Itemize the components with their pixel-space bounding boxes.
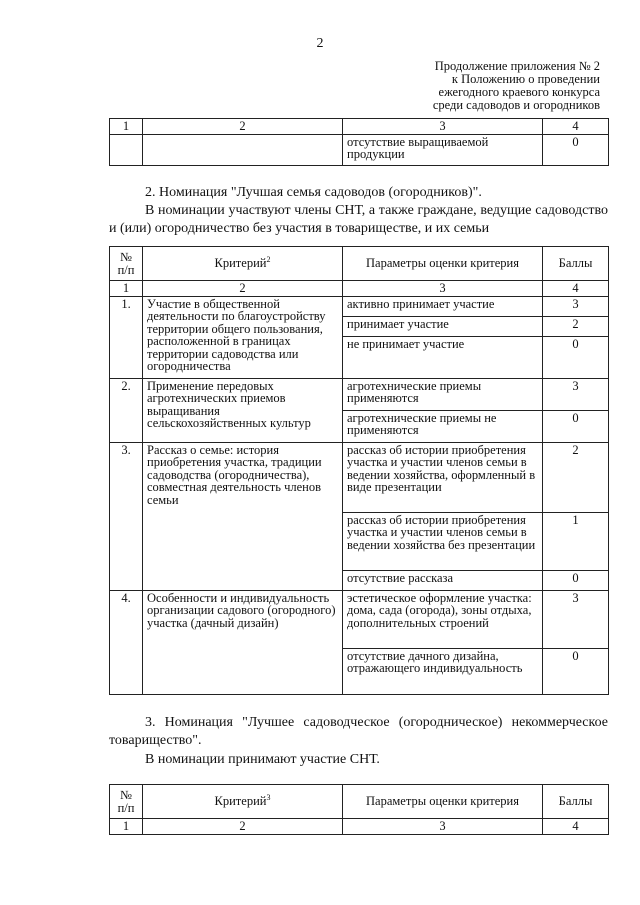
col-number: 2 xyxy=(143,819,343,835)
row-number: 1. xyxy=(110,296,143,378)
continuation-table xyxy=(109,118,609,166)
header-criterion xyxy=(143,247,343,281)
header-num: № п/п xyxy=(110,785,143,819)
header-num: № п/п xyxy=(110,247,143,281)
table-row xyxy=(110,296,609,316)
criterion-cell: Применение передовых агротехнических приемов выращивания сельскохозяйственных культур xyxy=(143,378,343,442)
footnote-marker: 3 xyxy=(266,793,271,803)
score-cell: 0 xyxy=(543,648,609,694)
score-cell: 0 xyxy=(543,570,609,590)
col-number: 2 xyxy=(143,281,343,297)
score-cell: 3 xyxy=(543,378,609,410)
row-number xyxy=(110,134,143,165)
header-score: Баллы xyxy=(543,247,609,281)
section-2-text: В номинации участвуют члены СНТ, а также граждане, ведущие садоводство и (или) огородничество без участия в товариществе, и их семьи xyxy=(109,203,608,236)
col-number: 4 xyxy=(543,281,609,297)
param-cell: отсутствие выращиваемой продукции xyxy=(343,134,543,165)
param-cell: отсутствие рассказа xyxy=(343,570,543,590)
param-cell: рассказ об истории приобретения участка и участии членов семьи в ведении хозяйства без презентации xyxy=(343,512,543,570)
score-cell: 3 xyxy=(543,590,609,648)
footnote-marker: 2 xyxy=(266,255,271,265)
param-cell: агротехнические приемы применяются xyxy=(343,378,543,410)
param-cell: рассказ об истории приобретения участка и участии членов семьи в ведении хозяйства, оформленный в виде презентации xyxy=(343,442,543,512)
header-criterion-text: Критерий xyxy=(214,794,267,809)
criterion-cell xyxy=(143,134,343,165)
col-number: 3 xyxy=(343,281,543,297)
col-number: 1 xyxy=(110,281,143,297)
criterion-cell: Участие в общественной деятельности по благоустройству территории общего пользования, расположенной в границах территории садоводства или огородничества xyxy=(143,296,343,378)
header-criterion xyxy=(143,785,343,819)
header-line: Продолжение приложения № 2 xyxy=(434,59,600,73)
score-cell: 0 xyxy=(543,336,609,378)
section-3-text: В номинации принимают участие СНТ. xyxy=(145,752,380,767)
column-number-row xyxy=(110,281,609,297)
table-row xyxy=(110,590,609,648)
table-row xyxy=(110,134,609,165)
criterion-cell: Особенности и индивидуальность организации садового (огородного) участка (дачный дизайн) xyxy=(143,590,343,694)
score-cell: 2 xyxy=(543,316,609,336)
header-score: Баллы xyxy=(543,785,609,819)
criterion-cell: Рассказ о семье: история приобретения участка, традиции садоводства (огородничества), совместная деятельность членов семьи xyxy=(143,442,343,590)
col-number: 4 xyxy=(543,119,609,135)
header-param: Параметры оценки критерия xyxy=(343,247,543,281)
score-cell: 3 xyxy=(543,296,609,316)
table-row xyxy=(110,378,609,410)
col-number: 1 xyxy=(110,819,143,835)
row-number: 3. xyxy=(110,442,143,590)
table-row xyxy=(110,442,609,512)
score-cell: 0 xyxy=(543,134,609,165)
param-cell: не принимает участие xyxy=(343,336,543,378)
header-line: среди садоводов и огородников xyxy=(432,98,600,112)
table-header-row xyxy=(110,247,609,281)
param-cell: принимает участие xyxy=(343,316,543,336)
col-number: 3 xyxy=(343,819,543,835)
criteria-table-2 xyxy=(109,246,609,695)
header-criterion-text: Критерий xyxy=(214,256,267,271)
criteria-table-3 xyxy=(109,784,609,835)
table-header-row xyxy=(110,785,609,819)
header-param: Параметры оценки критерия xyxy=(343,785,543,819)
column-number-row xyxy=(110,119,609,135)
header-line: ежегодного краевого конкурса xyxy=(438,85,600,99)
section-3-title: 3. Номинация "Лучшее садоводческое (огородническое) некоммерческое товарищество". xyxy=(109,715,608,748)
column-number-row xyxy=(110,819,609,835)
param-cell: отсутствие дачного дизайна, отражающего индивидуальность xyxy=(343,648,543,694)
score-cell: 0 xyxy=(543,410,609,442)
col-number: 2 xyxy=(143,119,343,135)
score-cell: 1 xyxy=(543,512,609,570)
section-2-title: 2. Номинация "Лучшая семья садоводов (огородников)". xyxy=(145,185,482,200)
col-number: 3 xyxy=(343,119,543,135)
param-cell: эстетическое оформление участка: дома, сада (огорода), зоны отдыха, дополнительных строений xyxy=(343,590,543,648)
row-number: 4. xyxy=(110,590,143,694)
col-number: 1 xyxy=(110,119,143,135)
score-cell: 2 xyxy=(543,442,609,512)
col-number: 4 xyxy=(543,819,609,835)
param-cell: активно принимает участие xyxy=(343,296,543,316)
param-cell: агротехнические приемы не применяются xyxy=(343,410,543,442)
appendix-header xyxy=(433,60,600,112)
row-number: 2. xyxy=(110,378,143,442)
page-number: 2 xyxy=(316,36,324,51)
header-line: к Положению о проведении xyxy=(451,72,600,86)
